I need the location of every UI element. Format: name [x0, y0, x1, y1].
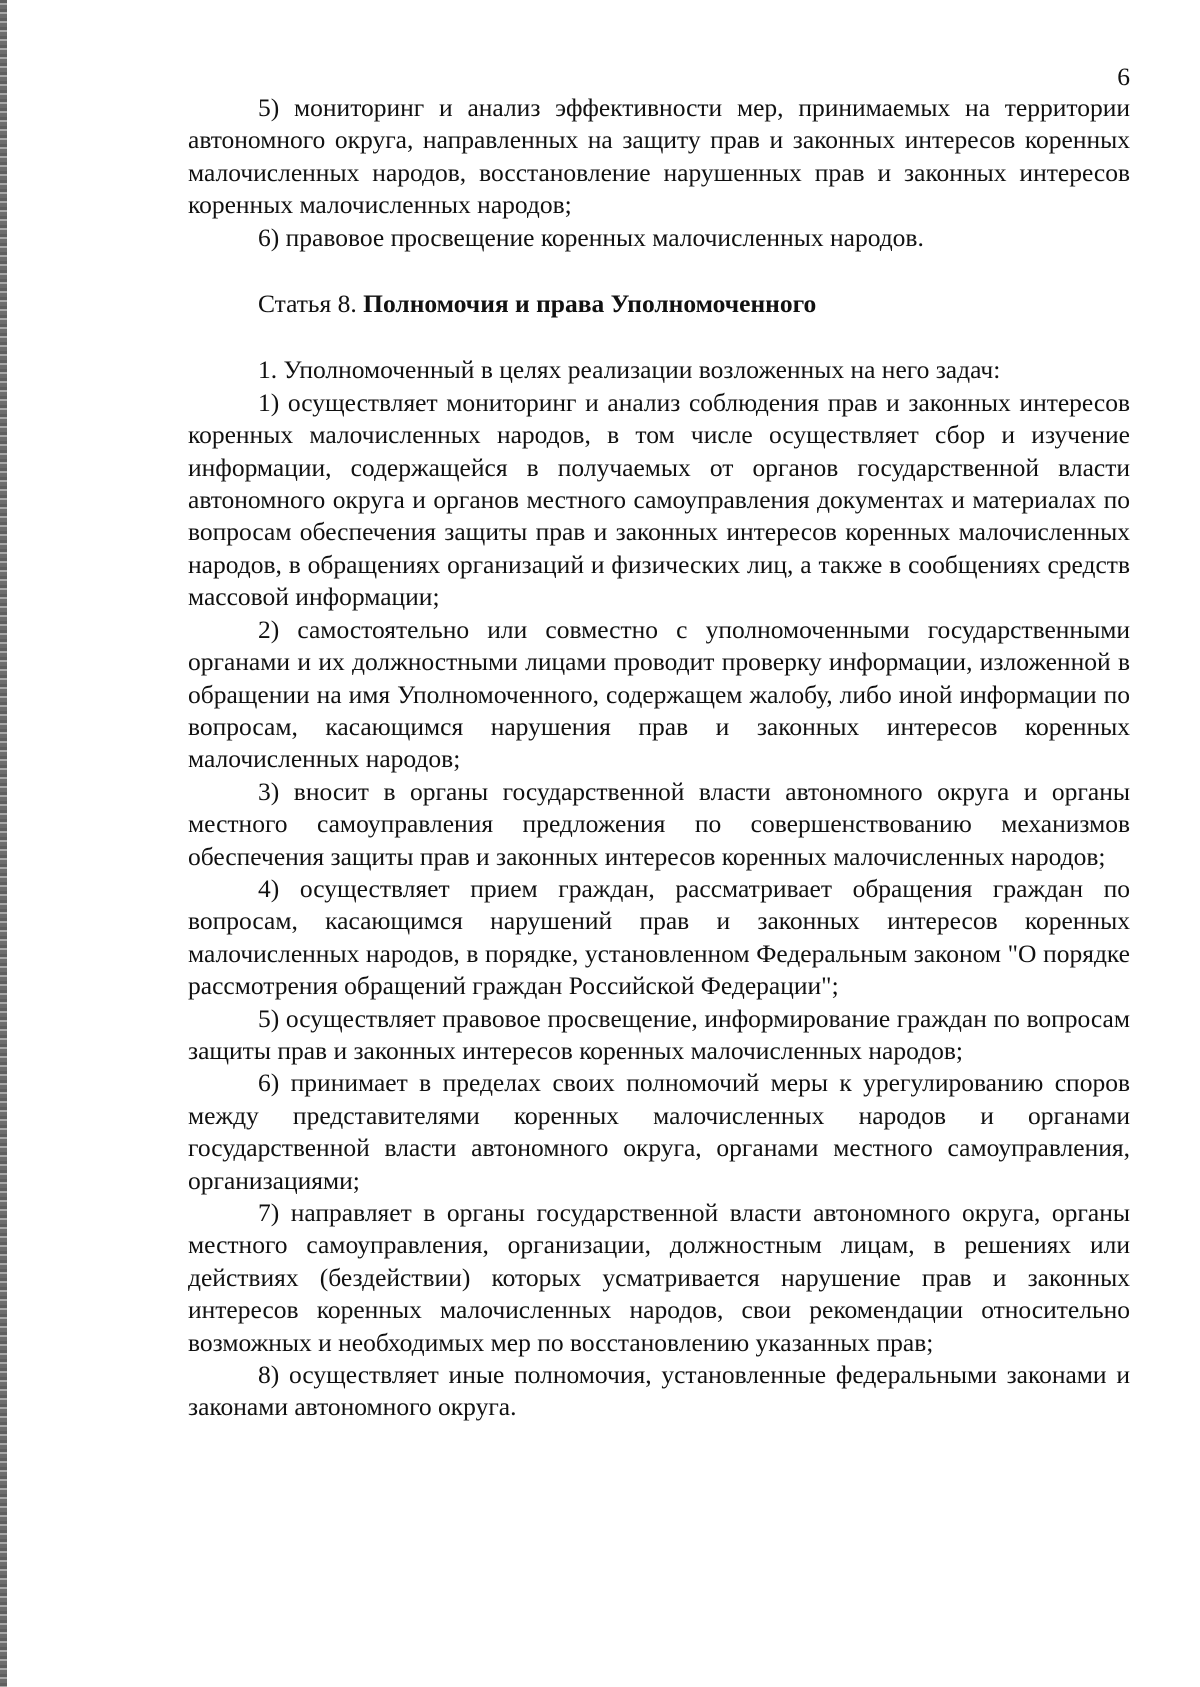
list-item-6: 6) принимает в пределах своих полномочий меры к урегулированию споров между представителями коренных малочисленных народов и органами государственной власти автономного округа, органами местного самоуправления, организациями; — [188, 1068, 1130, 1195]
list-item-5: 5) осуществляет правовое просвещение, информирование граждан по вопросам защиты прав и законных интересов коренных малочисленных народов; — [188, 1003, 1130, 1065]
article-heading — [188, 288, 1130, 320]
paragraph-intro-item-6: 6) правовое просвещение коренных малочисленных народов. — [258, 222, 924, 252]
document-page — [188, 62, 1130, 1424]
paragraph-intro-item-5: 5) мониторинг и анализ эффективности мер, принимаемых на территории автономного округа, направленных на защиту прав и законных интересов коренных малочисленных народов, восстановление нарушенных прав и законных интересов коренных малочисленных народов; — [188, 93, 1130, 220]
spacer — [188, 254, 1130, 288]
scan-edge — [0, 0, 7, 1687]
article-title: Полномочия и права Уполномоченного — [363, 289, 817, 319]
page-number: 6 — [1117, 62, 1130, 91]
list-item-1: 1) осуществляет мониторинг и анализ соблюдения прав и законных интересов коренных малочисленных народов, в том числе осуществляет сбор и изучение информации, содержащейся в получаемых от органов государственной власти автономного округа и органов местного самоуправления документах и материалах по вопросам обеспечения защиты прав и законных интересов коренных малочисленных народов, в обращениях организаций и физических лиц, а также в сообщениях средств массовой информации; — [188, 387, 1130, 612]
list-item-3: 3) вносит в органы государственной власти автономного округа и органы местного самоуправления предложения по совершенствованию механизмов обеспечения защиты прав и законных интересов коренных малочисленных народов; — [188, 776, 1130, 871]
list-item-7: 7) направляет в органы государственной власти автономного округа, органы местного самоуправления, организации, должностным лицам, в решениях или действиях (бездействии) которых усматривается нарушение прав и законных интересов коренных малочисленных народов, свои рекомендации относительно возможных и необходимых мер по восстановлению указанных прав; — [188, 1198, 1130, 1357]
spacer — [188, 320, 1130, 354]
list-item-8: 8) осуществляет иные полномочия, установленные федеральными законами и законами автономного округа. — [188, 1360, 1130, 1422]
list-item-4: 4) осуществляет прием граждан, рассматривает обращения граждан по вопросам, касающимся нарушений прав и законных интересов коренных малочисленных народов, в порядке, установленном Федеральным законом "О порядке рассмотрения обращений граждан Российской Федерации"; — [188, 873, 1130, 1001]
list-item-2: 2) самостоятельно или совместно с уполномоченными государственными органами и их должностными лицами проводит проверку информации, изложенной в обращении на имя Уполномоченного, содержащем жалобу, либо иной информации по вопросам, касающимся нарушения прав и законных интересов коренных малочисленных народов; — [188, 614, 1130, 774]
article-prefix: Статья 8. — [258, 289, 364, 319]
clause-intro: 1. Уполномоченный в целях реализации возложенных на него задач: — [258, 355, 1001, 385]
